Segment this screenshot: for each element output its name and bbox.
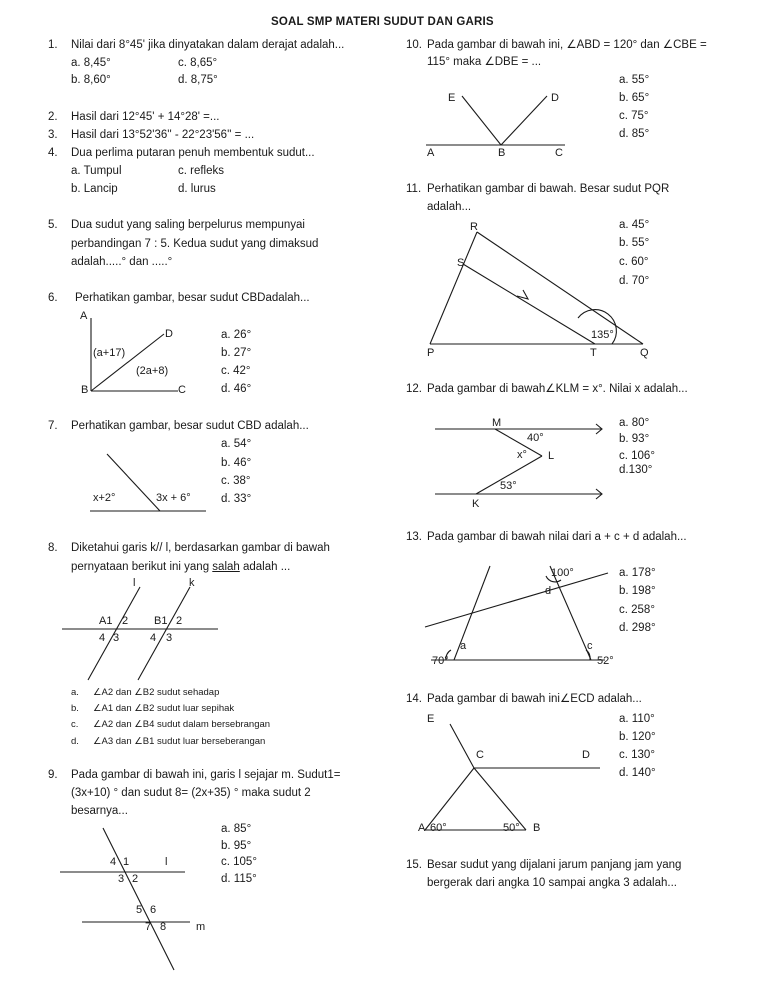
q7-expression-2: 3x + 6° — [156, 492, 191, 504]
q9-label-l: l — [165, 856, 168, 868]
q10-figure — [420, 88, 590, 150]
q12-option-c: c. 106° — [619, 450, 655, 462]
q9-option-b: b. 95° — [221, 840, 252, 852]
q4-option-b: b. Lancip — [71, 183, 118, 195]
q7-text: Perhatikan gambar, besar sudut CBD adalah... — [71, 420, 309, 432]
q13-option-a: a. 178° — [619, 567, 656, 579]
q12-label-k: K — [472, 498, 480, 510]
q6-label-c: C — [178, 384, 186, 396]
q9-label-1: 1 — [123, 856, 130, 868]
q8-line-k — [138, 587, 190, 680]
q9-label-6: 6 — [150, 904, 157, 916]
q14-label-a: A — [418, 822, 426, 834]
q9-number: 9. — [48, 769, 58, 781]
q8-figure — [60, 575, 230, 685]
q8-label-l: l — [133, 577, 136, 589]
q4-text: Dua perlima putaran penuh membentuk sudut... — [71, 147, 315, 159]
q15-number: 15. — [406, 859, 422, 871]
q8-label-b3: 3 — [166, 632, 173, 644]
q12-angle-53: 53° — [500, 480, 517, 492]
q5-number: 5. — [48, 219, 58, 231]
q13-label-d: d — [545, 585, 552, 597]
q14-angle-50: 50° — [503, 822, 520, 834]
q8-line-1: Diketahui garis k// l, berdasarkan gambar di bawah — [71, 542, 330, 554]
q10-label-e: E — [448, 92, 456, 104]
q9-label-2: 2 — [132, 873, 139, 885]
q1-option-c: c. 8,65° — [178, 57, 218, 69]
q14-label-c: C — [476, 749, 484, 761]
q7-option-d: d. 33° — [221, 493, 252, 505]
q9-label-4: 4 — [110, 856, 117, 868]
q6-expression-1: (a+17) — [93, 347, 126, 359]
q8-line-2-pre: pernyataan berikut ini yang — [71, 561, 213, 573]
q13-transversal — [425, 573, 608, 627]
q13-label-c: c — [587, 640, 593, 652]
q11-label-t: T — [590, 347, 597, 359]
q14-option-a: a. 110° — [619, 713, 655, 725]
q11-figure — [420, 220, 650, 350]
q9-option-d: d. 115° — [221, 873, 257, 885]
q14-label-b: B — [533, 822, 541, 834]
q11-label-r: R — [470, 221, 478, 233]
q8-option-c-letter: c. — [71, 719, 79, 730]
q13-option-c: c. 258° — [619, 604, 655, 616]
q4-option-c: c. refleks — [178, 165, 225, 177]
q10-option-b: b. 65° — [619, 92, 650, 104]
q12-label-l: L — [548, 450, 555, 462]
q8-label-b2: 2 — [176, 615, 183, 627]
q12-option-a: a. 80° — [619, 417, 650, 429]
q8-option-d: ∠A3 dan ∠B1 sudut luar berseberangan — [93, 736, 266, 747]
q1-text: Nilai dari 8°45' jika dinyatakan dalam derajat adalah... — [71, 39, 345, 51]
q6-text: Perhatikan gambar, besar sudut CBDadalah... — [75, 292, 310, 304]
q1-option-b: b. 8,60° — [71, 74, 111, 86]
q11-angle-label: 135° — [591, 329, 614, 341]
q14-line-cb — [474, 768, 526, 830]
q7-number: 7. — [48, 420, 58, 432]
q1-number: 1. — [48, 39, 58, 51]
q13-angle-52: 52° — [597, 655, 614, 667]
q14-label-e: E — [427, 713, 435, 725]
q8-option-b-letter: b. — [71, 703, 79, 714]
q10-option-d: d. 85° — [619, 128, 650, 140]
q10-ray-be — [462, 96, 501, 145]
q7-figure — [85, 450, 215, 515]
q4-option-a: a. Tumpul — [71, 165, 122, 177]
q9-label-5: 5 — [136, 904, 143, 916]
q11-line-st — [463, 264, 595, 344]
q11-line-pr — [430, 232, 477, 344]
q12-angle-40: 40° — [527, 432, 544, 444]
q14-label-d: D — [582, 749, 590, 761]
q6-expression-2: (2a+8) — [136, 365, 169, 377]
q11-label-p: P — [427, 347, 435, 359]
q13-angle-70: 70° — [432, 655, 449, 667]
q12-angle-x: x° — [517, 449, 527, 461]
q13-number: 13. — [406, 531, 422, 543]
q12-option-b: b. 93° — [619, 433, 650, 445]
q14-text: Pada gambar di bawah ini∠ECD adalah... — [427, 693, 642, 705]
q14-option-d: d. 140° — [619, 767, 656, 779]
q1-option-d: d. 8,75° — [178, 74, 218, 86]
q10-line-2: 115° maka ∠DBE = ... — [427, 56, 542, 68]
q8-option-c: ∠A2 dan ∠B4 sudut dalam bersebrangan — [93, 719, 271, 730]
q10-ray-bd — [501, 96, 547, 145]
q10-line-1: Pada gambar di bawah ini, ∠ABD = 120° dan ∠CBE = — [427, 39, 707, 51]
q10-label-c: C — [555, 147, 563, 159]
q14-option-c: c. 130° — [619, 749, 655, 761]
q7-option-a: a. 54° — [221, 438, 252, 450]
q12-figure — [430, 417, 620, 510]
q8-line-2 — [71, 562, 290, 574]
q3-number: 3. — [48, 129, 58, 141]
q11-line-2: adalah... — [427, 201, 472, 213]
q11-option-d: d. 70° — [619, 275, 650, 287]
q13-option-b: b. 198° — [619, 585, 656, 597]
q11-label-q: Q — [640, 347, 649, 359]
q8-option-d-letter: d. — [71, 736, 79, 747]
q8-label-a3: 3 — [113, 632, 120, 644]
q12-option-d: d.130° — [619, 464, 653, 476]
q8-label-b4: 4 — [150, 632, 157, 644]
q9-option-c: c. 105° — [221, 856, 257, 868]
q6-option-a: a. 26° — [221, 329, 252, 341]
q14-option-b: b. 120° — [619, 731, 656, 743]
q9-figure — [60, 825, 210, 975]
q11-option-c: c. 60° — [619, 256, 649, 268]
q8-line-2-post: adalah ... — [239, 561, 291, 573]
q5-line-1: Dua sudut yang saling berpelurus mempunyai — [71, 219, 305, 231]
q11-number: 11. — [406, 183, 422, 195]
q14-line-ec — [450, 724, 474, 768]
q11-option-b: b. 55° — [619, 237, 650, 249]
q13-label-a: a — [460, 640, 467, 652]
q7-option-c: c. 38° — [221, 475, 251, 487]
q6-figure — [70, 310, 210, 400]
q9-label-8: 8 — [160, 921, 167, 933]
q6-number: 6. — [48, 292, 58, 304]
q8-number: 8. — [48, 542, 58, 554]
q8-label-k: k — [189, 577, 195, 589]
q13-figure — [420, 560, 620, 675]
q9-line-1: Pada gambar di bawah ini, garis l sejajar m. Sudut1= — [71, 769, 341, 781]
q12-text: Pada gambar di bawah∠KLM = x°. Nilai x adalah... — [427, 383, 688, 395]
q9-label-m: m — [196, 921, 206, 933]
q10-label-d: D — [551, 92, 559, 104]
q8-label-a1: A1 — [99, 615, 113, 627]
q10-label-b: B — [498, 147, 506, 159]
q8-label-b1: B1 — [154, 615, 168, 627]
q8-option-a: ∠A2 dan ∠B2 sudut sehadap — [93, 687, 220, 698]
q6-label-d: D — [165, 328, 173, 340]
q9-transversal — [103, 828, 174, 970]
page-title: SOAL SMP MATERI SUDUT DAN GARIS — [271, 16, 494, 28]
q10-label-a: A — [427, 147, 435, 159]
q10-option-a: a. 55° — [619, 74, 650, 86]
q11-line-1: Perhatikan gambar di bawah. Besar sudut PQR — [427, 183, 670, 195]
q8-option-b: ∠A1 dan ∠B2 sudut luar sepihak — [93, 703, 235, 714]
q2-text: Hasil dari 12°45' + 14°28' =... — [71, 111, 220, 123]
q6-label-b: B — [81, 384, 89, 396]
q2-number: 2. — [48, 111, 58, 123]
q8-option-a-letter: a. — [71, 687, 79, 698]
q10-number: 10. — [406, 39, 422, 51]
q8-label-a4: 4 — [99, 632, 106, 644]
q6-option-b: b. 27° — [221, 347, 252, 359]
q9-label-7: 7 — [145, 921, 152, 933]
q3-text: Hasil dari 13°52'36'' - 22°23'56'' = ... — [71, 129, 255, 141]
q14-line-ca — [425, 768, 474, 830]
q11-option-a: a. 45° — [619, 219, 650, 231]
q8-label-a2: 2 — [122, 615, 129, 627]
q9-label-3: 3 — [118, 873, 125, 885]
q12-number: 12. — [406, 383, 422, 395]
q13-option-d: d. 298° — [619, 622, 656, 634]
q6-option-c: c. 42° — [221, 365, 251, 377]
q13-angle-100: 100° — [551, 567, 574, 579]
q6-option-d: d. 46° — [221, 383, 252, 395]
q6-line-bd — [91, 334, 164, 391]
q4-option-d: d. lurus — [178, 183, 216, 195]
q13-text: Pada gambar di bawah nilai dari a + c + d adalah... — [427, 531, 687, 543]
q10-option-c: c. 75° — [619, 110, 649, 122]
q9-line-2: (3x+10) ° dan sudut 8= (2x+35) ° maka sudut 2 — [71, 787, 311, 799]
q9-option-a: a. 85° — [221, 823, 252, 835]
q7-expression-1: x+2° — [93, 492, 116, 504]
q12-label-m: M — [492, 417, 502, 429]
q14-number: 14. — [406, 693, 422, 705]
q4-number: 4. — [48, 147, 58, 159]
q5-line-2: perbandingan 7 : 5. Kedua sudut yang dimaksud — [71, 238, 319, 250]
q14-angle-60: 60° — [430, 822, 447, 834]
q7-option-b: b. 46° — [221, 457, 252, 469]
q8-line-2-underlined: salah — [212, 561, 240, 573]
q15-line-1: Besar sudut yang dijalani jarum panjang jam yang — [427, 859, 682, 871]
q14-figure — [420, 712, 620, 837]
q11-label-s: S — [457, 257, 465, 269]
q1-option-a: a. 8,45° — [71, 57, 111, 69]
q6-label-a: A — [80, 310, 88, 322]
q9-line-3: besarnya... — [71, 805, 128, 817]
q5-line-3: adalah.....° dan .....° — [71, 256, 173, 268]
q15-line-2: bergerak dari angka 10 sampai angka 3 adalah... — [427, 877, 677, 889]
